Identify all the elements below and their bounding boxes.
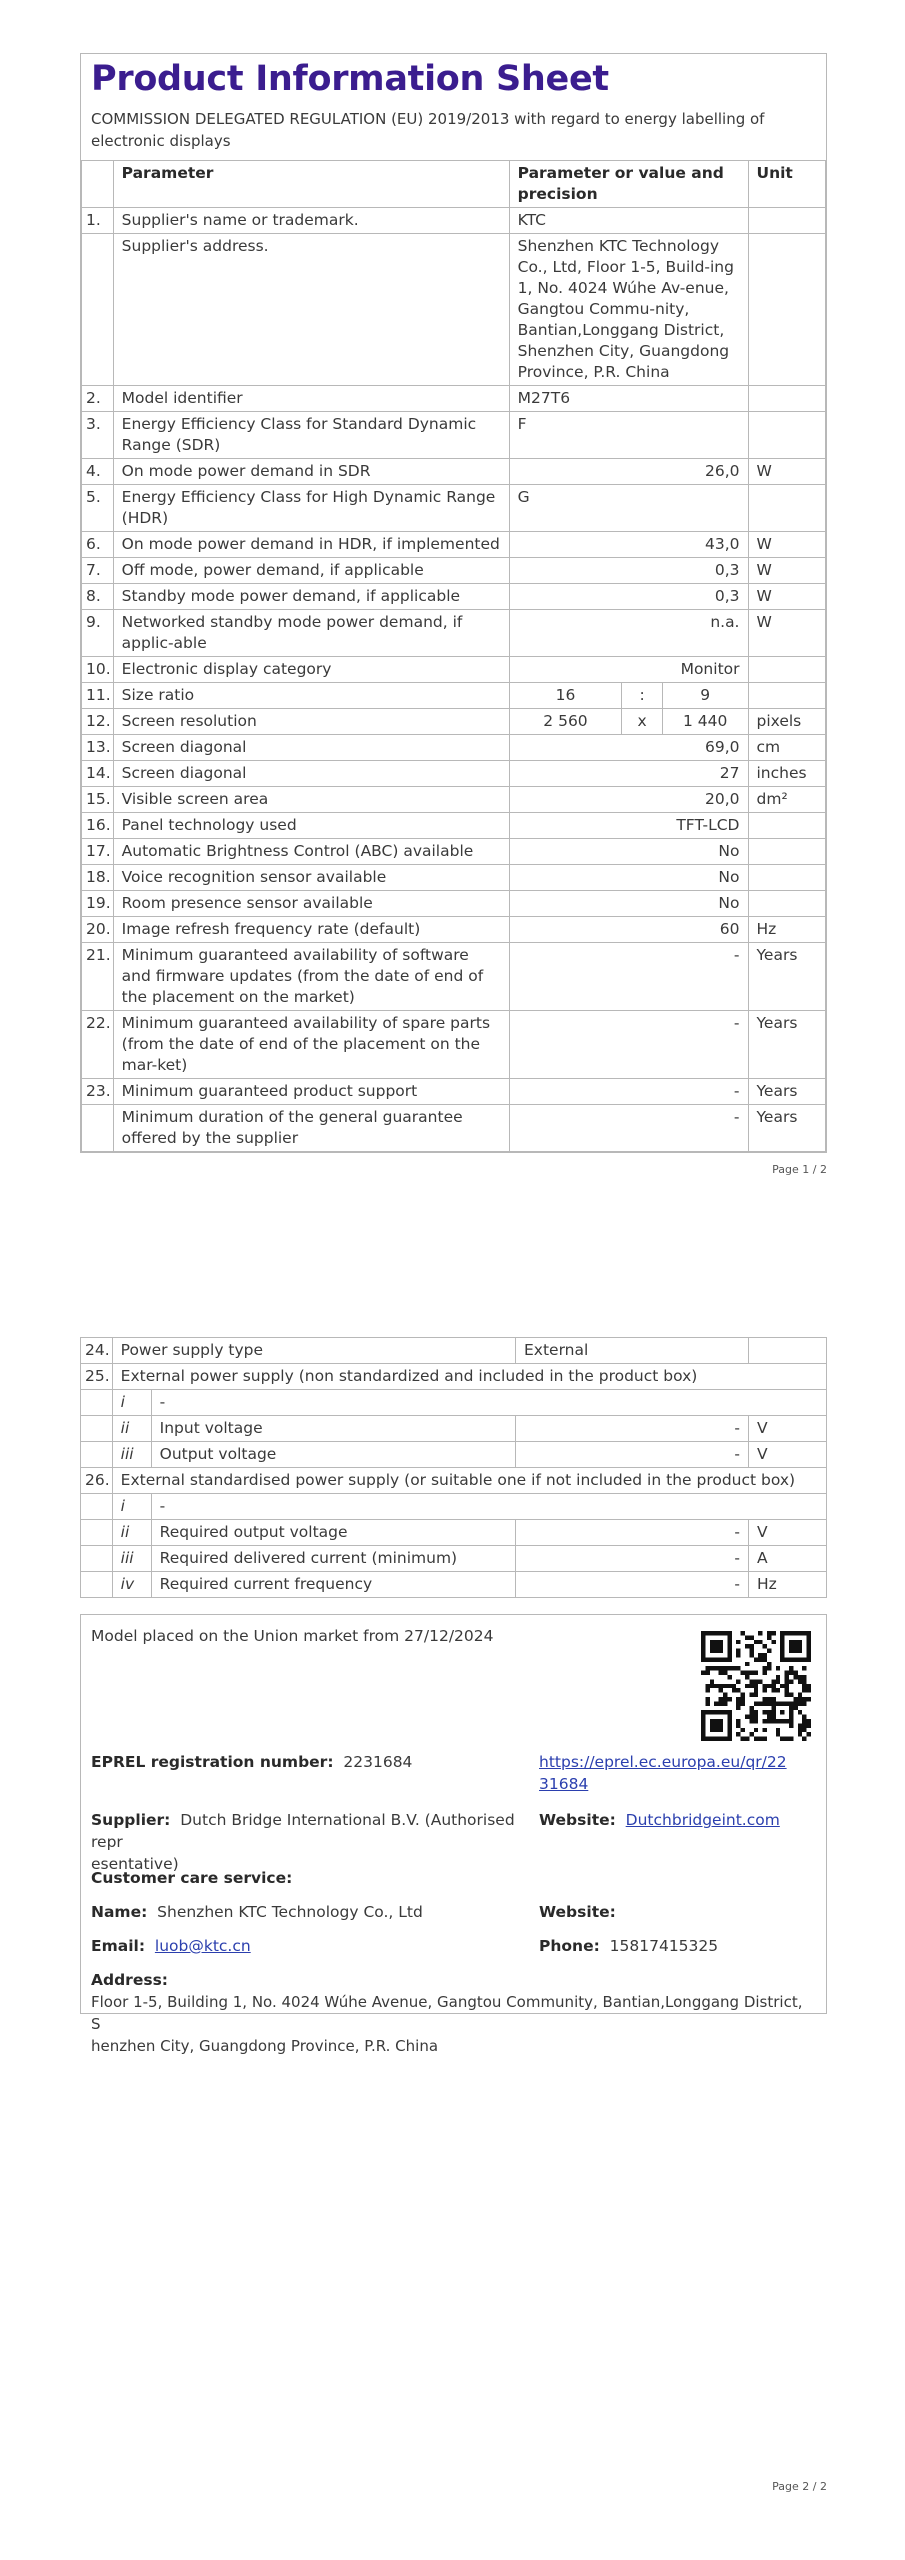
row-value: F bbox=[509, 412, 748, 459]
row-parameter: Panel technology used bbox=[113, 813, 509, 839]
row-value-b: 9 bbox=[662, 683, 748, 709]
table-row bbox=[81, 1468, 827, 1494]
page-title: Product Information Sheet bbox=[91, 59, 609, 99]
row-unit bbox=[749, 1338, 827, 1364]
table-subrow bbox=[81, 1442, 827, 1468]
subrow-index: ii bbox=[112, 1416, 151, 1442]
table-subrow bbox=[81, 1494, 827, 1520]
subrow-index: iii bbox=[112, 1442, 151, 1468]
row-unit bbox=[748, 234, 826, 386]
row-unit: Years bbox=[748, 943, 826, 1011]
row-parameter: Voice recognition sensor available bbox=[113, 865, 509, 891]
row-number bbox=[82, 234, 114, 386]
table-row bbox=[82, 459, 826, 485]
row-value: Monitor bbox=[509, 657, 748, 683]
table-row bbox=[82, 1105, 826, 1152]
row-number: 13. bbox=[82, 735, 114, 761]
row-value: 20,0 bbox=[509, 787, 748, 813]
row-number: 10. bbox=[82, 657, 114, 683]
row-unit: W bbox=[748, 558, 826, 584]
table-row bbox=[82, 761, 826, 787]
subrow-index: i bbox=[112, 1494, 151, 1520]
market-placement-text: Model placed on the Union market from 27/12/2024 bbox=[91, 1627, 494, 1645]
page-2 bbox=[80, 1337, 827, 2055]
power-supply-table bbox=[80, 1337, 827, 1598]
subrow-parameter: - bbox=[151, 1390, 826, 1416]
row-number: 11. bbox=[82, 683, 114, 709]
row-value: 60 bbox=[509, 917, 748, 943]
row-parameter: On mode power demand in HDR, if implemented bbox=[113, 532, 509, 558]
row-value: 0,3 bbox=[509, 584, 748, 610]
row-unit: W bbox=[748, 610, 826, 657]
row-number: 8. bbox=[82, 584, 114, 610]
table-row bbox=[82, 1011, 826, 1079]
row-parameter: Power supply type bbox=[112, 1338, 515, 1364]
table-row bbox=[82, 485, 826, 532]
subrow-index: i bbox=[112, 1390, 151, 1416]
table-row bbox=[82, 891, 826, 917]
row-parameter: Minimum guaranteed product support bbox=[113, 1079, 509, 1105]
header-unit: Unit bbox=[748, 161, 826, 208]
subrow-value: - bbox=[516, 1546, 749, 1572]
table-row bbox=[82, 683, 826, 709]
row-number: 24. bbox=[81, 1338, 113, 1364]
row-value: Shenzhen KTC Technology Co., Ltd, Floor 1-5, Build-ing 1, No. 4024 Wúhe Av-enue, Gangtou Commu-nity, Bantian,Longgang District, Shenzhen City, Guangdong Province, P.R. China bbox=[509, 234, 748, 386]
regulation-subtitle: COMMISSION DELEGATED REGULATION (EU) 2019/2013 with regard to energy labelling of electronic displays bbox=[91, 110, 765, 150]
table-row bbox=[82, 234, 826, 386]
parameter-table bbox=[81, 161, 826, 1152]
row-value: KTC bbox=[509, 208, 748, 234]
row-number: 21. bbox=[82, 943, 114, 1011]
row-unit bbox=[748, 412, 826, 459]
subrow-unit: V bbox=[749, 1416, 827, 1442]
row-value: - bbox=[509, 1011, 748, 1079]
row-parameter: Standby mode power demand, if applicable bbox=[113, 584, 509, 610]
row-unit bbox=[748, 683, 826, 709]
subrow-parameter: - bbox=[151, 1494, 826, 1520]
table-row bbox=[82, 532, 826, 558]
eprel-label: EPREL registration number: bbox=[91, 1753, 334, 1771]
header-parameter: Parameter bbox=[113, 161, 509, 208]
address-label: Address: bbox=[91, 1971, 168, 1989]
subrow-index: ii bbox=[112, 1520, 151, 1546]
eprel-number: 2231684 bbox=[343, 1753, 413, 1771]
row-unit: W bbox=[748, 584, 826, 610]
subrow-parameter: Input voltage bbox=[151, 1416, 515, 1442]
email-label: Email: bbox=[91, 1937, 146, 1955]
table-row bbox=[81, 1338, 827, 1364]
name-label: Name: bbox=[91, 1903, 148, 1921]
supplier-info-box bbox=[80, 1614, 827, 2055]
row-number: 4. bbox=[82, 459, 114, 485]
supplier-value-line1: Dutch Bridge International B.V. (Authorised repr bbox=[91, 1811, 515, 1851]
row-value: G bbox=[509, 485, 748, 532]
table-row bbox=[82, 735, 826, 761]
row-parameter: Model identifier bbox=[113, 386, 509, 412]
row-number: 2. bbox=[82, 386, 114, 412]
row-value: M27T6 bbox=[509, 386, 748, 412]
row-number: 6. bbox=[82, 532, 114, 558]
subrow-parameter: Required current frequency bbox=[151, 1572, 515, 1598]
row-number bbox=[82, 1105, 114, 1152]
row-parameter: External standardised power supply (or suitable one if not included in the product box) bbox=[112, 1468, 826, 1494]
row-value: - bbox=[509, 1079, 748, 1105]
table-row bbox=[82, 610, 826, 657]
row-unit: pixels bbox=[748, 709, 826, 735]
subrow-value: - bbox=[516, 1572, 749, 1598]
row-number: 19. bbox=[82, 891, 114, 917]
page-number-1: Page 1 / 2 bbox=[772, 1163, 827, 1176]
row-parameter: Supplier's name or trademark. bbox=[113, 208, 509, 234]
row-parameter: Screen resolution bbox=[113, 709, 509, 735]
table-row bbox=[82, 709, 826, 735]
row-value-a: 16 bbox=[509, 683, 622, 709]
table-row bbox=[82, 558, 826, 584]
row-number: 9. bbox=[82, 610, 114, 657]
subrow-unit: Hz bbox=[749, 1572, 827, 1598]
row-value-separator: : bbox=[622, 683, 663, 709]
row-number: 26. bbox=[81, 1468, 113, 1494]
customer-care-heading: Customer care service: bbox=[91, 1869, 293, 1887]
row-parameter: Minimum guaranteed availability of software and firmware updates (from the date of end of the placement on the market) bbox=[113, 943, 509, 1011]
subrow-unit: V bbox=[749, 1442, 827, 1468]
table-row bbox=[82, 208, 826, 234]
row-number: 22. bbox=[82, 1011, 114, 1079]
row-unit bbox=[748, 657, 826, 683]
supplier-value-line2: esentative) bbox=[91, 1855, 179, 1873]
row-unit: W bbox=[748, 459, 826, 485]
row-value: 27 bbox=[509, 761, 748, 787]
row-value-b: 1 440 bbox=[662, 709, 748, 735]
row-unit: W bbox=[748, 532, 826, 558]
row-parameter: Minimum duration of the general guarantee offered by the supplier bbox=[113, 1105, 509, 1152]
table-row bbox=[82, 839, 826, 865]
row-parameter: Room presence sensor available bbox=[113, 891, 509, 917]
row-parameter: Size ratio bbox=[113, 683, 509, 709]
row-value: 43,0 bbox=[509, 532, 748, 558]
row-parameter: Screen diagonal bbox=[113, 735, 509, 761]
row-unit: cm bbox=[748, 735, 826, 761]
table-row bbox=[82, 943, 826, 1011]
row-number: 17. bbox=[82, 839, 114, 865]
table-row bbox=[82, 412, 826, 459]
phone-number: 15817415325 bbox=[609, 1937, 719, 1955]
table-row bbox=[82, 787, 826, 813]
website-link[interactable]: Dutchbridgeint.com bbox=[625, 1811, 780, 1829]
subrow-index: iii bbox=[112, 1546, 151, 1572]
table-row bbox=[82, 813, 826, 839]
row-parameter: Off mode, power demand, if applicable bbox=[113, 558, 509, 584]
table-header-row bbox=[82, 161, 826, 208]
row-number: 7. bbox=[82, 558, 114, 584]
table-row bbox=[82, 865, 826, 891]
row-parameter: External power supply (non standardized and included in the product box) bbox=[112, 1364, 826, 1390]
subrow-parameter: Required output voltage bbox=[151, 1520, 515, 1546]
row-parameter: Supplier's address. bbox=[113, 234, 509, 386]
row-unit bbox=[748, 208, 826, 234]
row-value: No bbox=[509, 839, 748, 865]
row-unit: Years bbox=[748, 1105, 826, 1152]
row-unit bbox=[748, 813, 826, 839]
table-subrow bbox=[81, 1416, 827, 1442]
row-unit: dm² bbox=[748, 787, 826, 813]
row-parameter: Electronic display category bbox=[113, 657, 509, 683]
row-parameter: Screen diagonal bbox=[113, 761, 509, 787]
table-row bbox=[82, 1079, 826, 1105]
page-number-2: Page 2 / 2 bbox=[772, 2480, 827, 2493]
row-unit: Hz bbox=[748, 917, 826, 943]
row-parameter: Minimum guaranteed availability of spare parts (from the date of end of the placement on the mar-ket) bbox=[113, 1011, 509, 1079]
row-number: 15. bbox=[82, 787, 114, 813]
phone-label: Phone: bbox=[539, 1937, 600, 1955]
subrow-parameter: Output voltage bbox=[151, 1442, 515, 1468]
row-unit bbox=[748, 839, 826, 865]
header-num bbox=[82, 161, 114, 208]
qr-code-icon[interactable] bbox=[701, 1631, 811, 1741]
row-number: 16. bbox=[82, 813, 114, 839]
subrow-index: iv bbox=[112, 1572, 151, 1598]
row-number: 23. bbox=[82, 1079, 114, 1105]
row-parameter: Visible screen area bbox=[113, 787, 509, 813]
row-number: 25. bbox=[81, 1364, 113, 1390]
table-row bbox=[82, 657, 826, 683]
header-value: Parameter or value and precision bbox=[509, 161, 748, 208]
product-information-sheet bbox=[80, 53, 827, 1153]
row-parameter: Automatic Brightness Control (ABC) available bbox=[113, 839, 509, 865]
row-unit: Years bbox=[748, 1079, 826, 1105]
row-parameter: On mode power demand in SDR bbox=[113, 459, 509, 485]
page-1 bbox=[80, 53, 827, 1176]
subrow-value: - bbox=[516, 1416, 749, 1442]
care-website-label: Website: bbox=[539, 1903, 616, 1921]
row-value: No bbox=[509, 891, 748, 917]
subrow-parameter: Required delivered current (minimum) bbox=[151, 1546, 515, 1572]
care-name: Shenzhen KTC Technology Co., Ltd bbox=[157, 1903, 423, 1921]
address-block bbox=[91, 1969, 816, 2057]
row-number: 12. bbox=[82, 709, 114, 735]
row-parameter: Energy Efficiency Class for Standard Dynamic Range (SDR) bbox=[113, 412, 509, 459]
row-number: 5. bbox=[82, 485, 114, 532]
table-row bbox=[82, 917, 826, 943]
subrow-unit: A bbox=[749, 1546, 827, 1572]
row-value: 69,0 bbox=[509, 735, 748, 761]
subrow-value: - bbox=[516, 1520, 749, 1546]
row-value: 0,3 bbox=[509, 558, 748, 584]
address-line1: Floor 1-5, Building 1, No. 4024 Wúhe Avenue, Gangtou Community, Bantian,Longgang District, S bbox=[91, 1993, 803, 2033]
address-line2: henzhen City, Guangdong Province, P.R. China bbox=[91, 2037, 439, 2055]
row-number: 20. bbox=[82, 917, 114, 943]
row-value: 26,0 bbox=[509, 459, 748, 485]
row-unit bbox=[748, 386, 826, 412]
eprel-link[interactable]: https://eprel.ec.europa.eu/qr/22 31684 bbox=[539, 1753, 787, 1793]
row-unit bbox=[748, 485, 826, 532]
subrow-value: - bbox=[516, 1442, 749, 1468]
row-parameter: Networked standby mode power demand, if applic-able bbox=[113, 610, 509, 657]
row-value: n.a. bbox=[509, 610, 748, 657]
row-unit bbox=[748, 891, 826, 917]
title-block bbox=[81, 54, 826, 161]
row-value-separator: x bbox=[622, 709, 663, 735]
row-number: 18. bbox=[82, 865, 114, 891]
row-unit: Years bbox=[748, 1011, 826, 1079]
row-value-a: 2 560 bbox=[509, 709, 622, 735]
table-row bbox=[81, 1364, 827, 1390]
website-label: Website: bbox=[539, 1811, 616, 1829]
table-subrow bbox=[81, 1520, 827, 1546]
row-parameter: Energy Efficiency Class for High Dynamic Range (HDR) bbox=[113, 485, 509, 532]
row-value: - bbox=[509, 1105, 748, 1152]
row-value: External bbox=[516, 1338, 749, 1364]
row-number: 3. bbox=[82, 412, 114, 459]
row-value: TFT-LCD bbox=[509, 813, 748, 839]
table-subrow bbox=[81, 1390, 827, 1416]
row-number: 1. bbox=[82, 208, 114, 234]
email-link[interactable]: luob@ktc.cn bbox=[154, 1937, 251, 1955]
table-row bbox=[82, 584, 826, 610]
row-unit: inches bbox=[748, 761, 826, 787]
table-subrow bbox=[81, 1572, 827, 1598]
supplier-label: Supplier: bbox=[91, 1811, 171, 1829]
table-subrow bbox=[81, 1546, 827, 1572]
row-parameter: Image refresh frequency rate (default) bbox=[113, 917, 509, 943]
subrow-unit: V bbox=[749, 1520, 827, 1546]
row-value: - bbox=[509, 943, 748, 1011]
row-value: No bbox=[509, 865, 748, 891]
row-unit bbox=[748, 865, 826, 891]
table-row bbox=[82, 386, 826, 412]
row-number: 14. bbox=[82, 761, 114, 787]
